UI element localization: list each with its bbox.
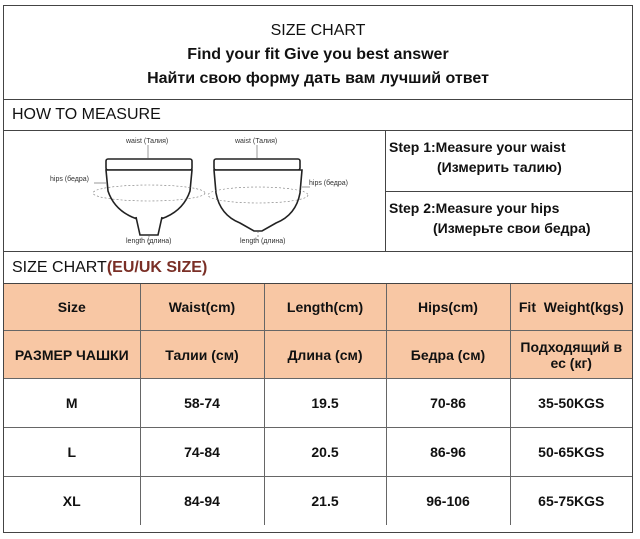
size-chart-heading bbox=[4, 252, 632, 284]
size-table bbox=[4, 284, 632, 525]
how-to-measure-heading: HOW TO MEASURE bbox=[4, 99, 632, 131]
header-cell: Fit Weight(kgs) bbox=[510, 284, 632, 331]
panties-diagram-icon bbox=[4, 131, 385, 251]
step-2 bbox=[385, 191, 632, 251]
front-briefs-icon bbox=[93, 145, 205, 247]
step-1-russian: (Измерить талию) bbox=[437, 159, 562, 175]
header-cell: Подходящий в ес (кг) bbox=[510, 331, 632, 379]
table-cell: 35-50KGS bbox=[510, 379, 632, 428]
table-cell: 19.5 bbox=[264, 379, 386, 428]
table-cell: 74-84 bbox=[140, 428, 264, 477]
back-hips-label: hips (бедра) bbox=[309, 180, 348, 187]
table-cell: XL bbox=[4, 477, 140, 526]
table-row bbox=[4, 477, 632, 526]
front-hips-label: hips (бедра) bbox=[50, 176, 89, 183]
table-cell: 21.5 bbox=[264, 477, 386, 526]
table-cell: 50-65KGS bbox=[510, 428, 632, 477]
header-cell: Бедра (см) bbox=[386, 331, 510, 379]
table-row bbox=[4, 428, 632, 477]
step-1-english: Step 1:Measure your waist bbox=[389, 139, 566, 155]
table-cell: 58-74 bbox=[140, 379, 264, 428]
table-cell: L bbox=[4, 428, 140, 477]
table-cell: 65-75KGS bbox=[510, 477, 632, 526]
back-length-label: length (длина) bbox=[240, 238, 286, 245]
table-header-english bbox=[4, 284, 632, 331]
size-chart-sheet bbox=[3, 5, 633, 533]
measurement-diagram bbox=[4, 131, 386, 251]
table-cell: 86-96 bbox=[386, 428, 510, 477]
table-cell: 20.5 bbox=[264, 428, 386, 477]
measure-steps bbox=[385, 131, 632, 251]
front-length-label: length (длина) bbox=[126, 238, 172, 245]
back-briefs-icon bbox=[208, 145, 310, 243]
measure-section bbox=[4, 131, 632, 252]
table-row bbox=[4, 379, 632, 428]
header-cell: Waist(cm) bbox=[140, 284, 264, 331]
table-cell: 70-86 bbox=[386, 379, 510, 428]
header-cell: Hips(cm) bbox=[386, 284, 510, 331]
table-cell: M bbox=[4, 379, 140, 428]
size-chart-heading-text: SIZE CHART bbox=[12, 259, 107, 276]
header-cell: РАЗМЕР ЧАШКИ bbox=[4, 331, 140, 379]
header-cell: Талии (см) bbox=[140, 331, 264, 379]
back-waist-label: waist (Талия) bbox=[235, 138, 278, 145]
subtitle-english: Find your fit Give you best answer bbox=[187, 46, 449, 63]
table-cell: 96-106 bbox=[386, 477, 510, 526]
subtitle-russian: Найти свою форму дать вам лучший ответ bbox=[147, 70, 489, 87]
header-cell: Size bbox=[4, 284, 140, 331]
table-cell: 84-94 bbox=[140, 477, 264, 526]
page-title: SIZE CHART bbox=[270, 22, 366, 39]
step-2-russian: (Измерьте свои бедра) bbox=[433, 220, 591, 236]
step-1 bbox=[385, 131, 632, 191]
front-waist-label: waist (Талия) bbox=[126, 138, 169, 145]
size-chart-heading-accent: (EU/UK SIZE) bbox=[106, 259, 208, 276]
header-cell: Длина (см) bbox=[264, 331, 386, 379]
header-cell: Length(cm) bbox=[264, 284, 386, 331]
table-header-russian bbox=[4, 331, 632, 379]
page-header bbox=[4, 6, 632, 100]
step-2-english: Step 2:Measure your hips bbox=[389, 200, 560, 216]
